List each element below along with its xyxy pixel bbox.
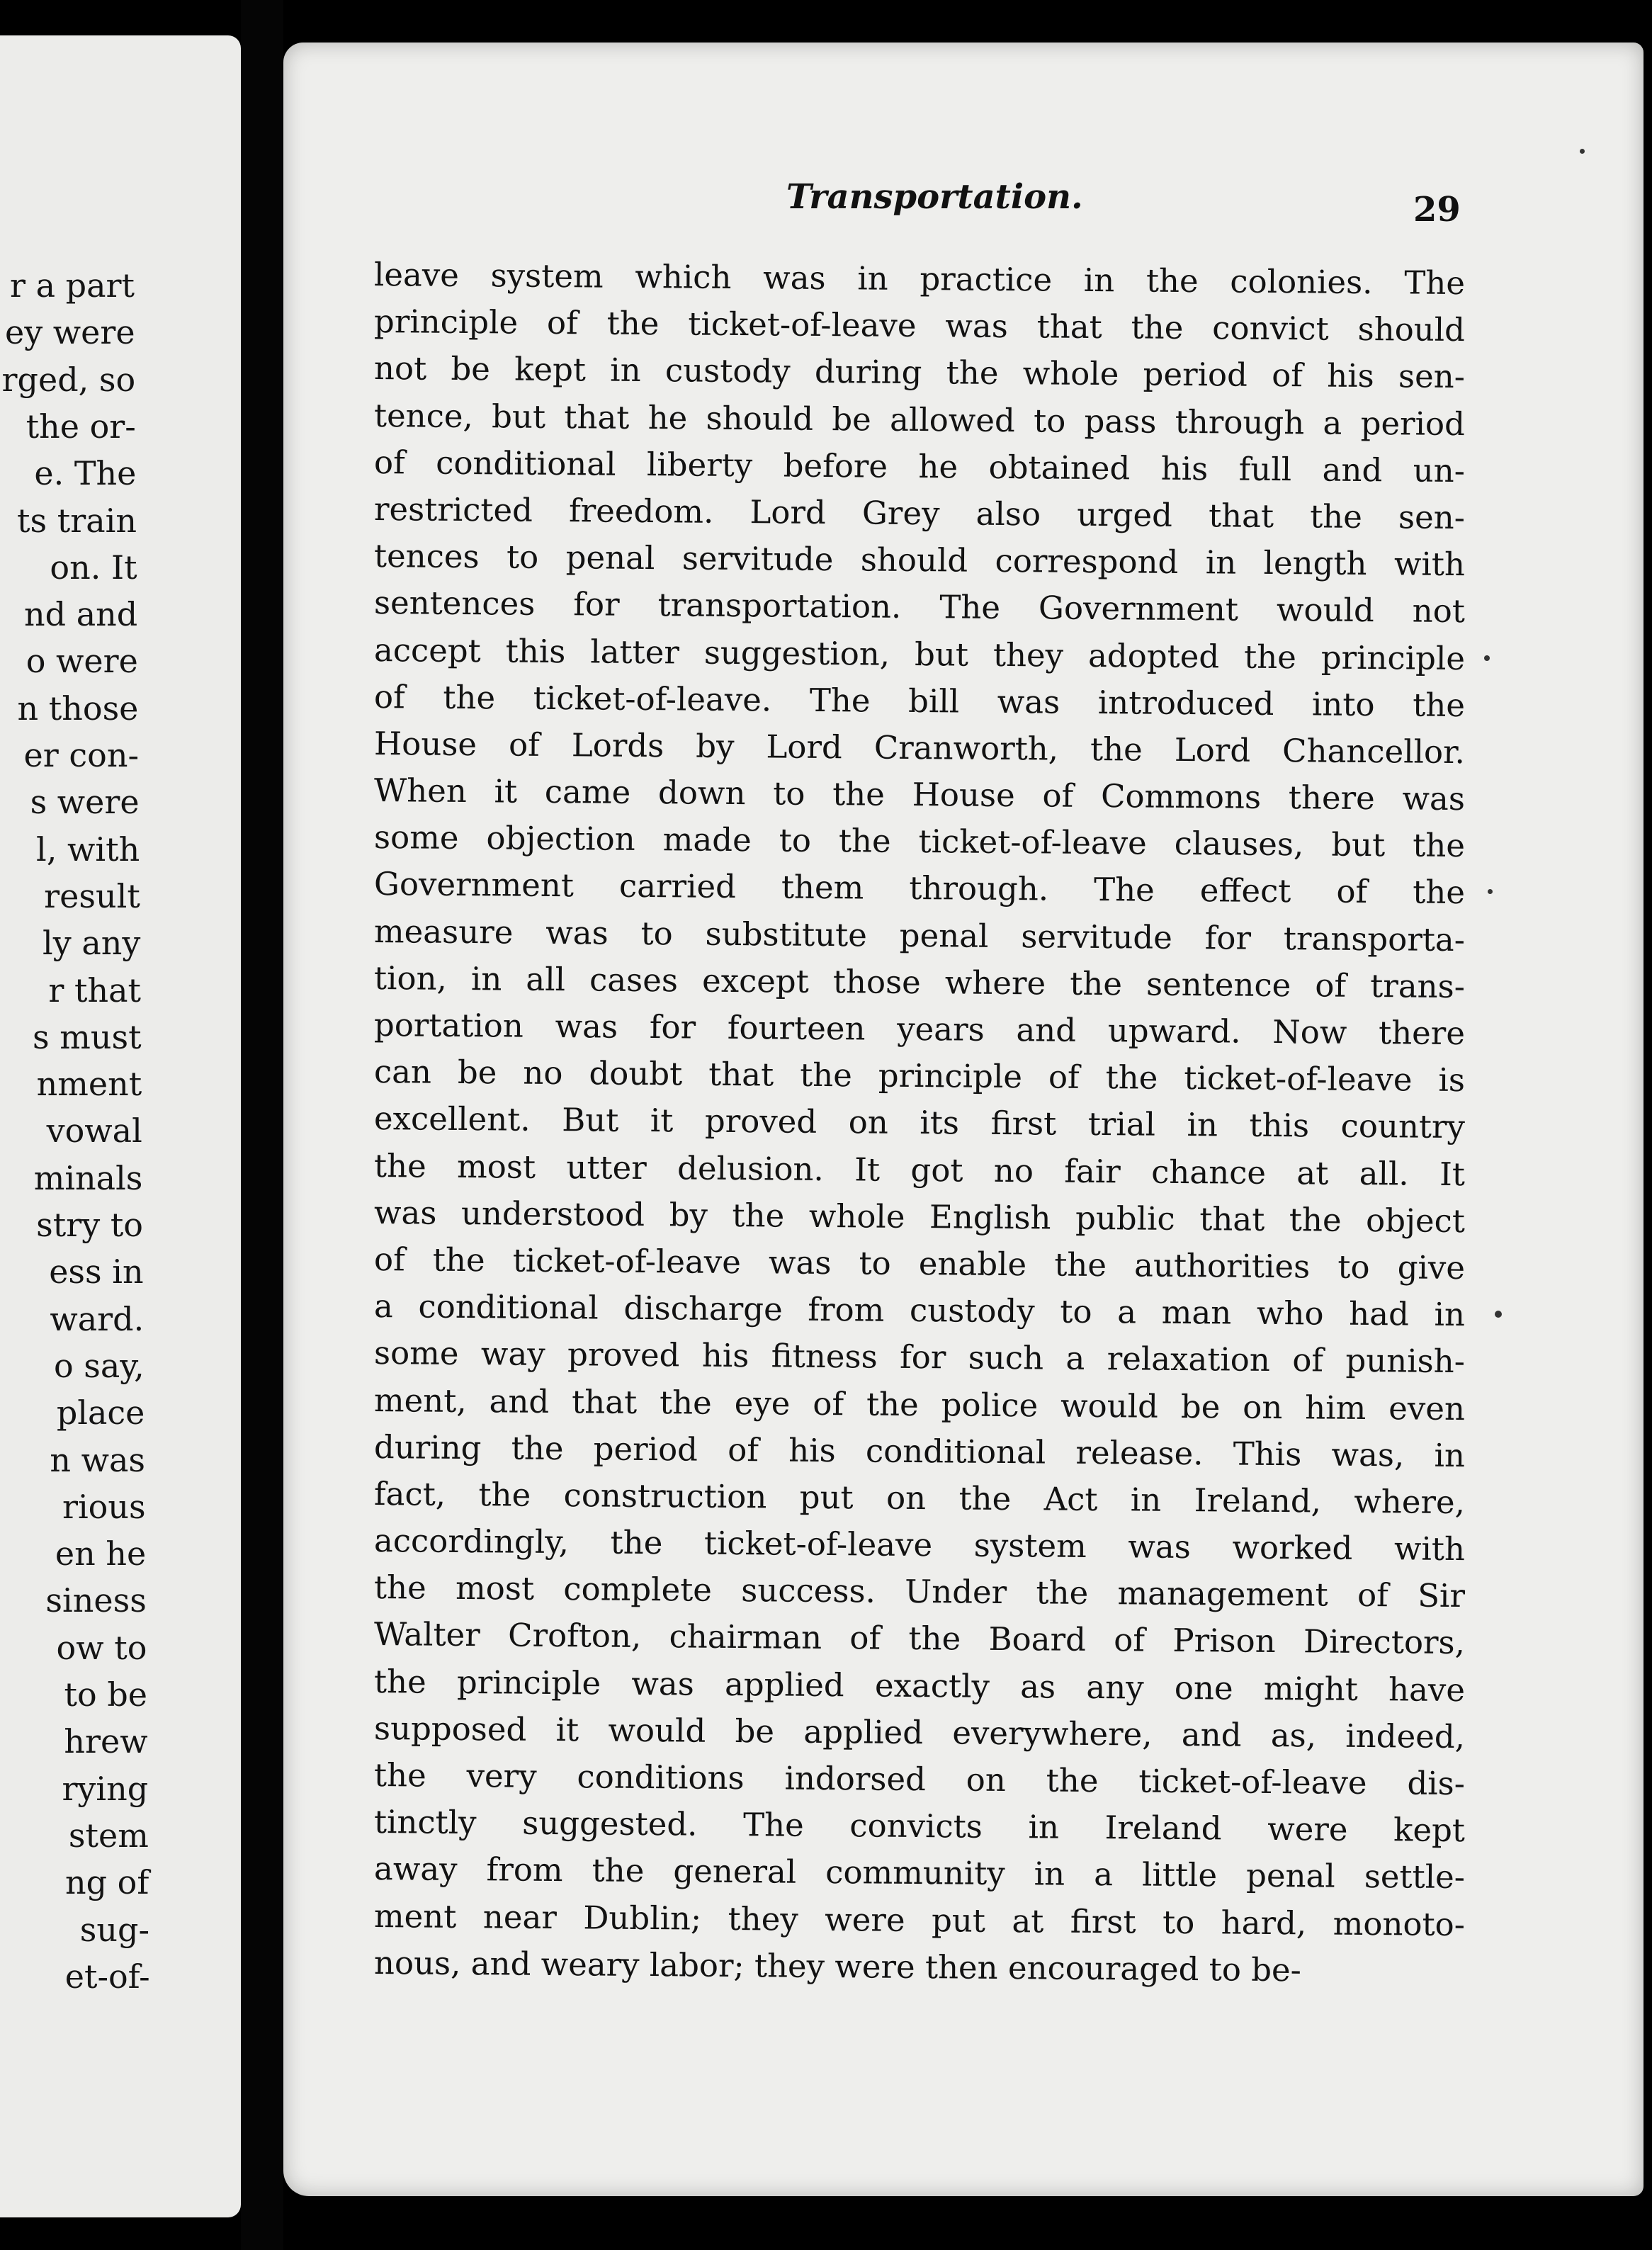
left-page-line: sug- xyxy=(79,1910,149,1949)
book-gutter xyxy=(241,0,283,2250)
left-page-line: r a part xyxy=(9,266,135,305)
body-line: leave system which was in practice in the colonies. The xyxy=(373,256,1466,303)
left-page-line: to be xyxy=(64,1675,147,1714)
left-page-line: minals xyxy=(33,1158,143,1197)
body-line: When it came down to the House of Commons there was xyxy=(373,771,1466,818)
body-line: fact, the construction put on the Act in Ireland, where, xyxy=(373,1474,1466,1521)
body-line: restricted freedom. Lord Grey also urged that the sen- xyxy=(373,490,1466,537)
left-page-line: nment xyxy=(36,1065,142,1104)
left-page-line: l, with xyxy=(36,830,140,869)
left-page-line: ts train xyxy=(17,501,137,540)
left-page xyxy=(0,35,241,2217)
body-line: some objection made to the ticket-of-leave clauses, but the xyxy=(373,818,1466,865)
left-page-line: the or- xyxy=(26,407,136,446)
body-line: was understood by the whole English public that the object xyxy=(373,1193,1466,1240)
body-line: of the ticket-of-leave. The bill was introduced into the xyxy=(373,677,1466,724)
left-page-line: n was xyxy=(50,1440,145,1479)
ink-speck xyxy=(1580,149,1585,154)
page-number: 29 xyxy=(1413,190,1461,230)
left-page-line: et-of- xyxy=(64,1957,150,1996)
left-page-line: ess in xyxy=(49,1253,144,1291)
ink-speck xyxy=(1495,1311,1502,1318)
body-line: the very conditions indorsed on the ticket-of-leave dis- xyxy=(373,1756,1466,1803)
body-line: House of Lords by Lord Cranworth, the Lord Chancellor. xyxy=(373,724,1466,771)
body-line: some way proved his fitness for such a relaxation of punish- xyxy=(373,1334,1466,1381)
left-page-line: o were xyxy=(26,642,138,681)
body-line: tinctly suggested. The convicts in Ireland were kept xyxy=(373,1803,1466,1850)
body-line: the most utter delusion. It got no fair chance at all. It xyxy=(373,1146,1466,1193)
left-page-line: ow to xyxy=(56,1628,147,1667)
left-page-line: n those xyxy=(17,689,139,728)
body-line: the principle was applied exactly as any one might have xyxy=(373,1662,1466,1709)
body-line: accordingly, the ticket-of-leave system was worked with xyxy=(373,1522,1466,1568)
body-line: ment near Dublin; they were put at first to hard, monoto- xyxy=(373,1896,1466,1943)
left-page-line: result xyxy=(44,876,140,915)
left-page-line: s must xyxy=(33,1017,142,1056)
left-page-line: stem xyxy=(68,1816,149,1855)
body-line: away from the general community in a little penal settle- xyxy=(373,1850,1466,1896)
left-page-line: r that xyxy=(48,971,141,1010)
left-page-line: rious xyxy=(62,1487,146,1526)
body-line: ment, and that the eye of the police would be on him even xyxy=(373,1381,1466,1428)
body-line: of conditional liberty before he obtained his full and un- xyxy=(373,443,1466,490)
left-page-line: ey were xyxy=(4,313,135,352)
body-line: during the period of his conditional release. This was, in xyxy=(373,1428,1466,1474)
left-page-line: o say, xyxy=(53,1346,145,1385)
body-line: not be kept in custody during the whole period of his sen- xyxy=(373,349,1466,396)
left-page-line: ng of xyxy=(64,1863,149,1902)
left-page-line: e. The xyxy=(34,454,137,493)
body-line: can be no doubt that the principle of the ticket-of-leave is xyxy=(373,1053,1466,1099)
left-page-line: ward. xyxy=(50,1299,145,1338)
body-line: the most complete success. Under the management of Sir xyxy=(373,1568,1466,1615)
left-page-line: er con- xyxy=(23,736,139,774)
left-page-line: s were xyxy=(30,783,140,822)
left-page-line: siness xyxy=(45,1581,147,1620)
left-page-line: rying xyxy=(62,1769,149,1808)
left-page-line: stry to xyxy=(36,1206,143,1244)
body-line: Walter Crofton, chairman of the Board of Prison Directors, xyxy=(373,1615,1466,1662)
body-line: of the ticket-of-leave was to enable the authorities to give xyxy=(373,1240,1466,1287)
body-line: a conditional discharge from custody to a man who had in xyxy=(373,1287,1466,1334)
left-page-line: place xyxy=(56,1393,145,1432)
body-line: tence, but that he should be allowed to pass through a period xyxy=(373,396,1466,443)
running-head: Transportation. xyxy=(786,177,1083,217)
body-line: accept this latter suggestion, but they adopted the principle xyxy=(373,631,1466,677)
body-line: principle of the ticket-of-leave was that the convict should xyxy=(373,303,1466,349)
body-line: sentences for transportation. The Government would not xyxy=(373,584,1466,631)
left-page-line: rged, so xyxy=(1,360,136,399)
body-text xyxy=(373,251,1466,1989)
body-line: tion, in all cases except those where the sentence of trans- xyxy=(373,959,1466,1005)
ink-speck xyxy=(1484,655,1490,661)
left-page-line: ly any xyxy=(43,924,141,963)
left-page-line: vowal xyxy=(46,1112,142,1151)
body-line: tences to penal servitude should correspond in length with xyxy=(373,537,1466,584)
ink-speck xyxy=(1488,889,1493,894)
body-line: portation was for fourteen years and upward. Now there xyxy=(373,1006,1466,1053)
body-line: measure was to substitute penal servitude for transporta- xyxy=(373,912,1466,959)
body-line: excellent. But it proved on its first trial in this country xyxy=(373,1099,1466,1146)
body-line: Government carried them through. The effect of the xyxy=(373,865,1466,912)
left-page-line: nd and xyxy=(24,595,138,634)
body-line: supposed it would be applied everywhere, and as, indeed, xyxy=(373,1709,1466,1756)
body-line: nous, and weary labor; they were then encouraged to be- xyxy=(373,1943,1302,1989)
left-page-line: en he xyxy=(55,1534,147,1573)
left-page-line: on. It xyxy=(50,548,137,587)
left-page-line: hrew xyxy=(64,1722,148,1761)
